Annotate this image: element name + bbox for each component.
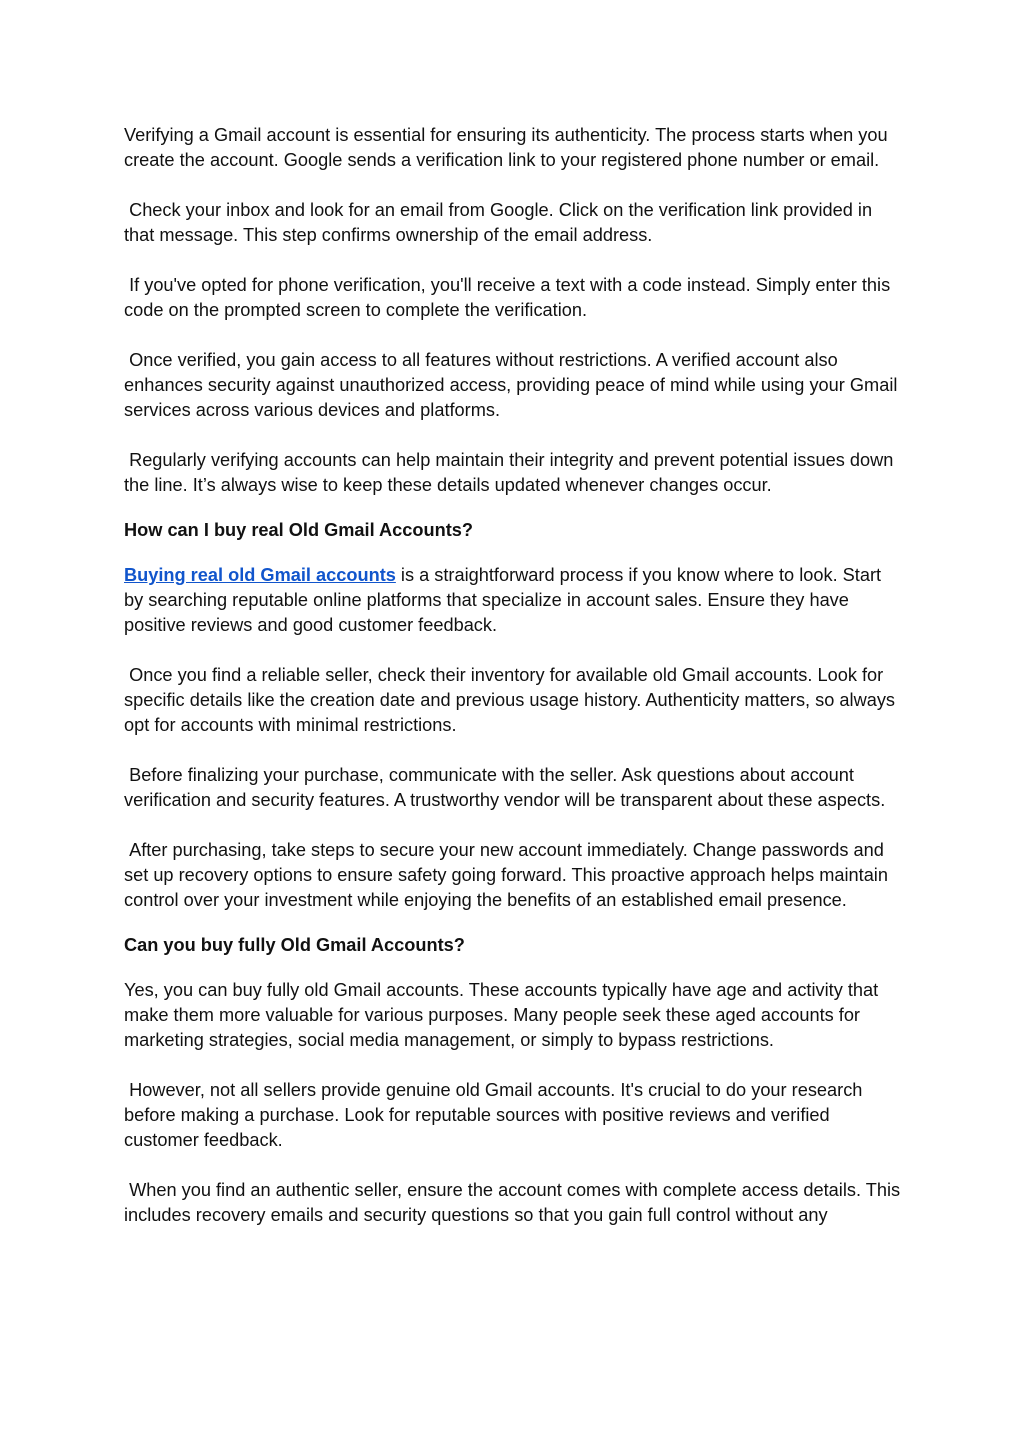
paragraph-buying-intro — [124, 563, 904, 638]
paragraph-reliable-seller: Once you find a reliable seller, check their inventory for available old Gmail accounts. Look for specific details like the creation date and previous usage history. Authenticity matters, so always opt for accounts with minimal restrictions. — [124, 665, 901, 735]
document-page — [124, 123, 904, 1228]
paragraph-however: However, not all sellers provide genuine old Gmail accounts. It's crucial to do your research before making a purchase. Look for reputable sources with positive reviews and verified customer feedback. — [124, 1080, 868, 1150]
paragraph-after-purchasing: After purchasing, take steps to secure your new account immediately. Change passwords and set up recovery options to ensure safety going forward. This proactive approach helps maintain control over your investment while enjoying the benefits of an established email presence. — [124, 840, 894, 910]
paragraph-regularly-verifying: Regularly verifying accounts can help maintain their integrity and prevent potential issues down the line. It’s always wise to keep these details updated whenever changes occur. — [124, 450, 899, 495]
paragraph-phone-verification: If you've opted for phone verification, you'll receive a text with a code instead. Simply enter this code on the prompted screen to complete the verification. — [124, 275, 896, 320]
paragraph-before-finalizing: Before finalizing your purchase, communicate with the seller. Ask questions about account verification and security features. A trustworthy vendor will be transparent about these aspects. — [124, 765, 886, 810]
buying-real-old-gmail-link[interactable]: Buying real old Gmail accounts — [124, 565, 396, 585]
paragraph-buying-intro-text: is a straightforward process if you know where to look. Start by searching reputable online platforms that specialize in account sales. Ensure they have positive reviews and good customer feedback. — [124, 565, 887, 635]
paragraph-yes-you-can: Yes, you can buy fully old Gmail accounts. These accounts typically have age and activity that make them more valuable for various purposes. Many people seek these aged accounts for marketing strategies, social media management, or simply to bypass restrictions. — [124, 980, 884, 1050]
paragraph-verification-intro: Verifying a Gmail account is essential for ensuring its authenticity. The process starts when you create the account. Google sends a verification link to your registered phone number or email. — [124, 125, 893, 170]
paragraph-check-inbox: Check your inbox and look for an email from Google. Click on the verification link provided in that message. This step confirms ownership of the email address. — [124, 200, 878, 245]
heading-buy-fully-old-gmail: Can you buy fully Old Gmail Accounts? — [124, 935, 465, 955]
heading-buy-real-old-gmail: How can I buy real Old Gmail Accounts? — [124, 520, 473, 540]
paragraph-once-verified: Once verified, you gain access to all features without restrictions. A verified account also enhances security against unauthorized access, providing peace of mind while using your Gmail services across various devices and platforms. — [124, 350, 903, 420]
paragraph-authentic-seller: When you find an authentic seller, ensure the account comes with complete access details. This includes recovery emails and security questions so that you gain full control without any — [124, 1180, 906, 1225]
